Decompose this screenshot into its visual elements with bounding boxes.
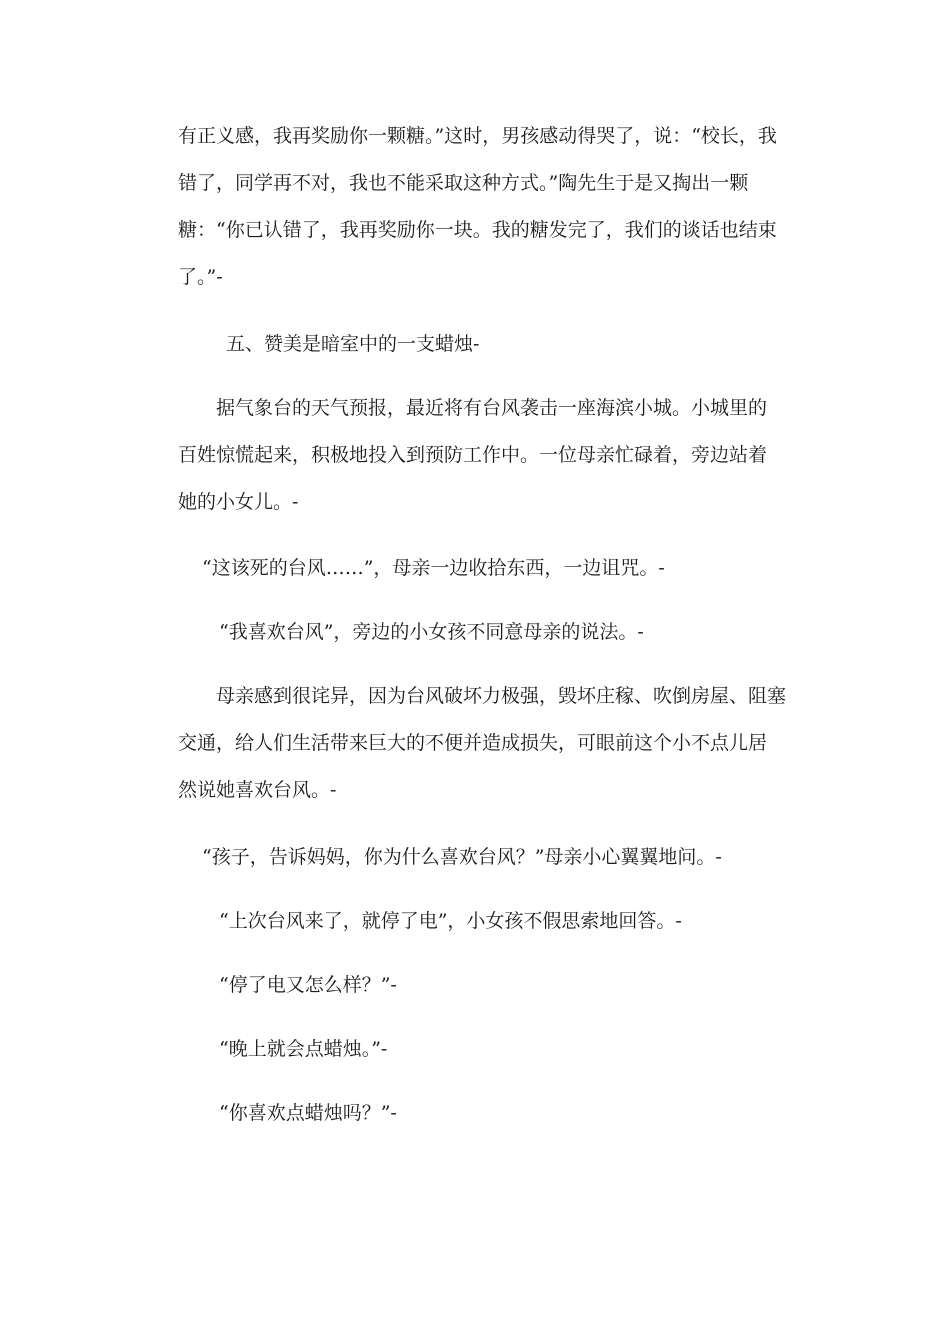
text-line: 糖：“你已认错了，我再奖励你一块。我的糖发完了，我们的谈话也结束 [178,219,777,241]
paragraph-mother-surprised [178,673,787,814]
text-line: 百姓惊慌起来，积极地投入到预防工作中。一位母亲忙碌着，旁边站着 [178,444,768,466]
text-line: 然说她喜欢台风。- [178,779,337,801]
dialogue-line [219,962,819,1009]
paragraph-weather-forecast [178,385,778,526]
text-line: “停了电又怎么样？”- [219,974,397,996]
text-line: 据气象台的天气预报，最近将有台风袭击一座海滨小城。小城里的 [216,397,768,419]
dialogue-line [202,545,802,592]
text-line: 母亲感到很诧异，因为台风破坏力极强，毁坏庄稼、吹倒房屋、阻塞 [216,685,787,707]
dialogue-line [219,1090,819,1137]
dialogue-line [219,1026,819,1073]
text-line: 了。”- [178,266,223,288]
text-line: 错了，同学再不对，我也不能采取这种方式。”陶先生于是又掏出一颗 [178,172,749,194]
text-line: “上次台风来了，就停了电”，小女孩不假思索地回答。- [219,910,682,932]
text-line: 她的小女儿。- [178,491,299,513]
text-line: “你喜欢点蜡烛吗？”- [219,1102,397,1124]
text-line: “孩子，告诉妈妈，你为什么喜欢台风？”母亲小心翼翼地问。- [202,846,722,868]
dialogue-line [219,898,819,945]
section-heading [226,321,826,368]
heading-line: 五、赞美是暗室中的一支蜡烛- [226,333,480,355]
text-line: “我喜欢台风”，旁边的小女孩不同意母亲的说法。- [219,621,644,643]
text-line: “晚上就会点蜡烛。”- [219,1038,388,1060]
text-line: “这该死的台风……”，母亲一边收拾东西，一边诅咒。- [202,557,665,579]
paragraph-story-ending [178,113,778,301]
dialogue-line [219,609,819,656]
text-line: 交通，给人们生活带来巨大的不便并造成损失，可眼前这个小不点儿居 [178,732,768,754]
text-line: 有正义感，我再奖励你一颗糖。”这时，男孩感动得哭了，说：“校长，我 [178,125,777,147]
dialogue-line [202,834,802,881]
